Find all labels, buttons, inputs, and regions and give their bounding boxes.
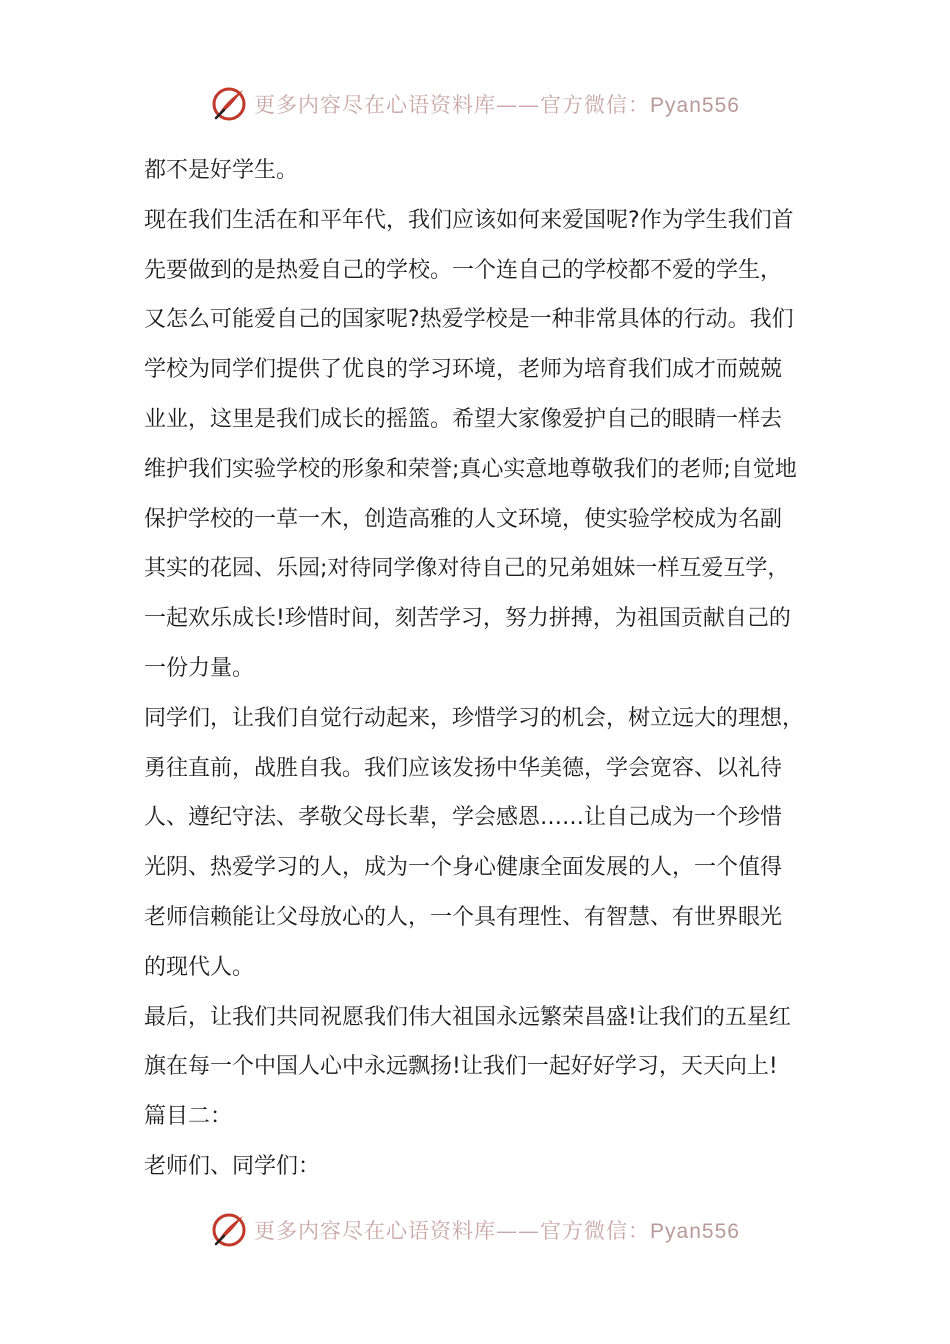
- watermark-text: [254, 1215, 740, 1245]
- body-line: 的现代人。: [144, 954, 255, 980]
- watermark-main: 更多内容尽在心语资料库: [254, 93, 497, 117]
- document-body: [144, 146, 812, 1192]
- watermark-wechat-id: Pyan556: [650, 94, 740, 117]
- quill-logo-icon: [210, 1211, 248, 1249]
- watermark-text: [254, 89, 740, 119]
- watermark-dash: ——: [496, 1219, 541, 1243]
- body-line: 保护学校的一草一木，创造高雅的人文环境，使实验学校成为名副: [144, 506, 783, 532]
- header-watermark-banner: [0, 84, 950, 124]
- body-line: 学校为同学们提供了优良的学习环境，老师为培育我们成才而兢兢: [144, 357, 783, 383]
- watermark-dash: ——: [496, 93, 541, 117]
- body-line: 老师信赖能让父母放心的人，一个具有理性、有智慧、有世界眼光: [144, 904, 783, 930]
- section-heading: 篇目二：: [144, 1104, 233, 1130]
- body-line: 光阴、热爱学习的人，成为一个身心健康全面发展的人，一个值得: [144, 855, 783, 881]
- body-line: 旗在每一个中国人心中永远飘扬!让我们一起好好学习，天天向上!: [144, 1054, 778, 1080]
- body-line: 勇往直前，战胜自我。我们应该发扬中华美德，学会宽容、以礼待: [144, 755, 783, 781]
- body-line: 又怎么可能爱自己的国家呢?热爱学校是一种非常具体的行动。我们: [144, 307, 794, 333]
- body-line: 一份力量。: [144, 655, 255, 681]
- body-line: 先要做到的是热爱自己的学校。一个连自己的学校都不爱的学生，: [144, 257, 783, 283]
- watermark-main: 更多内容尽在心语资料库: [254, 1219, 497, 1243]
- footer-watermark-banner: [0, 1210, 950, 1250]
- body-line: 现在我们生活在和平年代，我们应该如何来爱国呢?作为学生我们首: [144, 207, 794, 233]
- body-line: 最后，让我们共同祝愿我们伟大祖国永远繁荣昌盛!让我们的五星红: [144, 1004, 791, 1030]
- body-line: 都不是好学生。: [144, 158, 299, 183]
- body-line: 业业，这里是我们成长的摇篮。希望大家像爱护自己的眼睛一样去: [144, 406, 783, 432]
- salutation: 老师们、同学们：: [144, 1153, 321, 1179]
- quill-logo-icon: [210, 85, 248, 123]
- watermark-wechat-label: 官方微信：: [540, 1219, 651, 1243]
- body-line: 维护我们实验学校的形象和荣誉;真心实意地尊敬我们的老师;自觉地: [144, 456, 797, 482]
- watermark-wechat-id: Pyan556: [650, 1220, 740, 1243]
- watermark-wechat-label: 官方微信：: [540, 93, 651, 117]
- body-line: 人、遵纪守法、孝敬父母长辈，学会感恩……让自己成为一个珍惜: [144, 805, 783, 831]
- body-line: 同学们，让我们自觉行动起来，珍惜学习的机会，树立远大的理想，: [144, 705, 805, 731]
- body-line: 其实的花园、乐园;对待同学像对待自己的兄弟姐妹一样互爱互学，: [144, 556, 790, 582]
- body-line: 一起欢乐成长!珍惜时间，刻苦学习，努力拼搏，为祖国贡献自己的: [144, 606, 791, 632]
